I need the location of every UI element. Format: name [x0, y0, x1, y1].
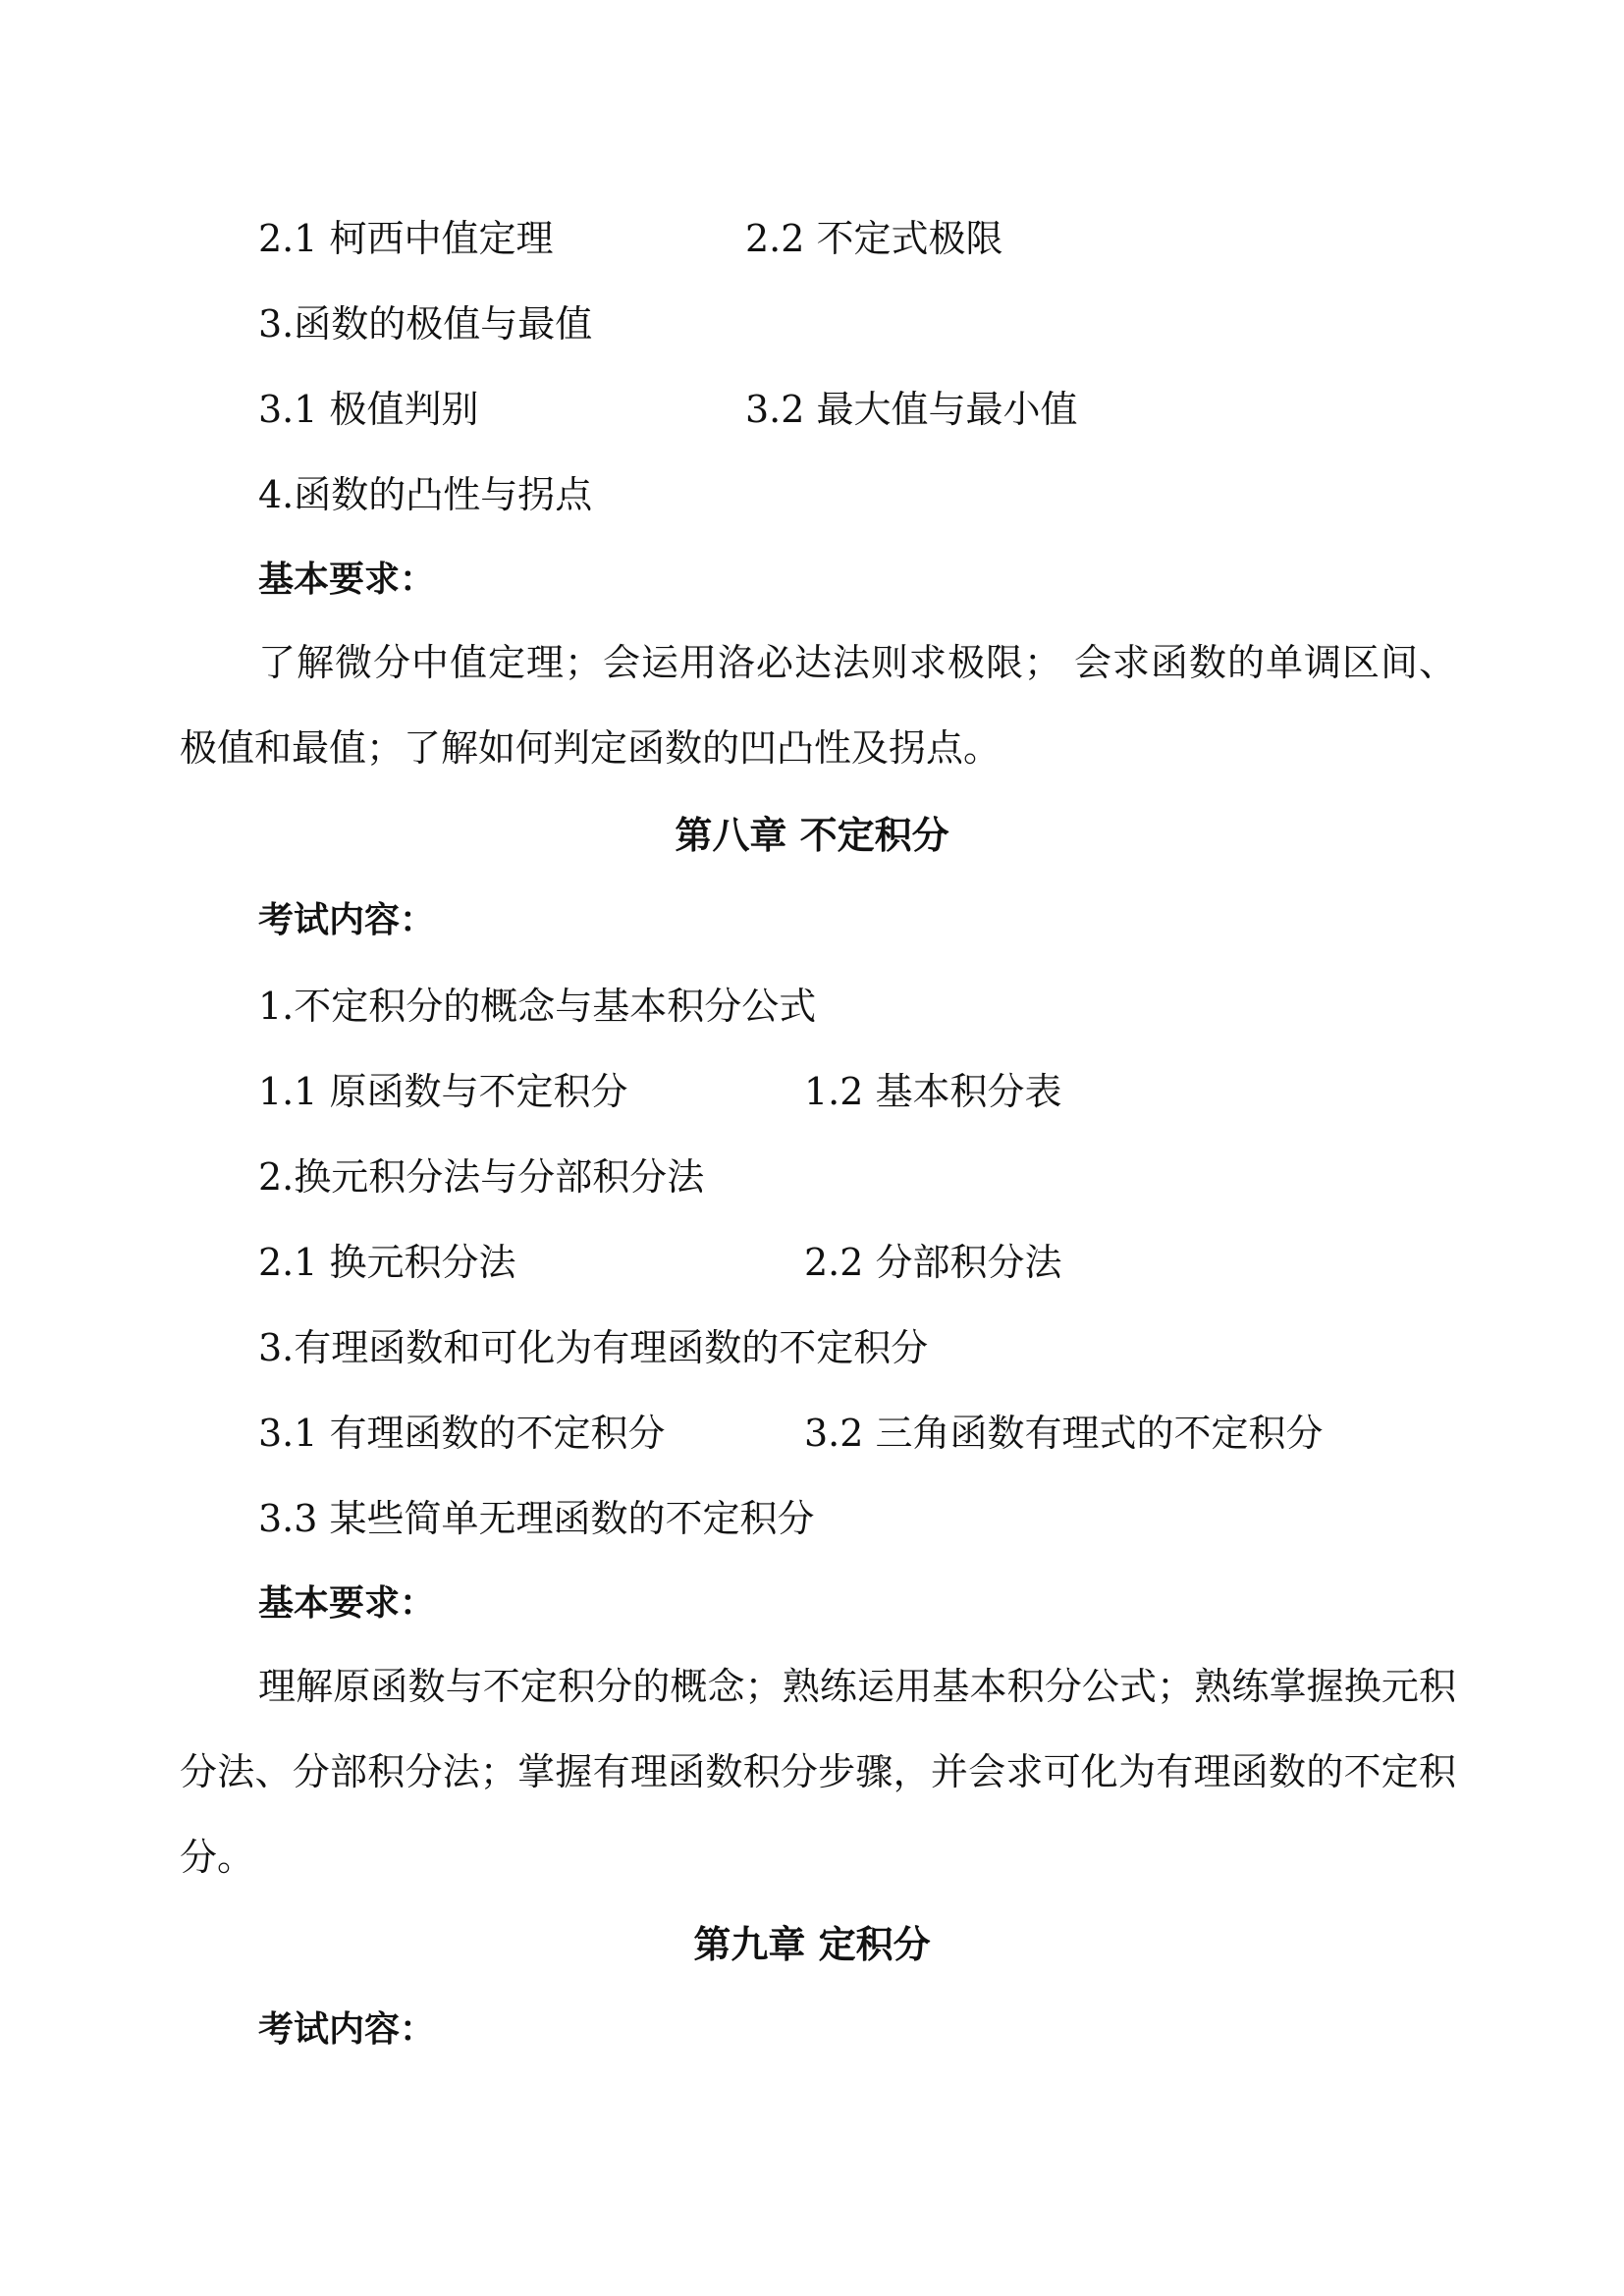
item-2-1: 2.1 柯西中值定理: [258, 217, 554, 260]
outline-row-2-1-2-2: [258, 214, 1003, 263]
item-3: 3.函数的极值与最值: [258, 302, 593, 346]
ch8-item-1-2: 1.2 基本积分表: [804, 1070, 1062, 1113]
ch8-item-3-1: 3.1 有理函数的不定积分: [258, 1412, 666, 1455]
ch8-content-heading: 考试内容：: [258, 900, 436, 940]
ch8-item-3-3: 3.3 某些简单无理函数的不定积分: [258, 1497, 815, 1540]
ch8-item-2-1: 2.1 换元积分法: [258, 1241, 516, 1284]
ch8-item-1-1: 1.1 原函数与不定积分: [258, 1070, 628, 1113]
chapter-9-title: 第九章 定积分: [693, 1923, 931, 1966]
item-2-2: 2.2 不定式极限: [745, 217, 1003, 260]
ch8-requirements-heading: 基本要求：: [258, 1583, 436, 1624]
item-3-2: 3.2 最大值与最小值: [745, 388, 1078, 431]
requirements-heading: 基本要求：: [258, 560, 436, 600]
ch8-item-3: 3.有理函数和可化为有理函数的不定积分: [258, 1326, 929, 1369]
ch8-item-3-2: 3.2 三角函数有理式的不定积分: [804, 1412, 1324, 1455]
ch8-item-1: 1.不定积分的概念与基本积分公式: [258, 985, 817, 1028]
requirements-text: 了解微分中值定理；会运用洛必达法则求极限； 会求函数的单调区间、极值和最值；了解如何判定函数的凹凸性及拐点。: [180, 641, 1456, 770]
ch8-outline-row-2-1-2-2: [258, 1238, 1062, 1287]
ch8-requirements-text: 理解原函数与不定积分的概念；熟练运用基本积分公式；熟练掌握换元积分法、分部积分法；掌握有理函数积分步骤，并会求可化为有理函数的不定积分。: [180, 1665, 1456, 1879]
ch8-outline-row-1-1-1-2: [258, 1067, 1062, 1116]
item-3-1: 3.1 极值判别: [258, 388, 479, 431]
item-4: 4.函数的凸性与拐点: [258, 473, 593, 516]
ch9-content-heading: 考试内容：: [258, 2009, 436, 2050]
outline-row-3-1-3-2: [258, 385, 1078, 434]
chapter-8-title: 第八章 不定积分: [675, 814, 949, 857]
ch8-item-2: 2.换元积分法与分部积分法: [258, 1155, 705, 1199]
ch8-item-2-2: 2.2 分部积分法: [804, 1241, 1062, 1284]
ch8-outline-row-3-1-3-2: [258, 1409, 1324, 1458]
